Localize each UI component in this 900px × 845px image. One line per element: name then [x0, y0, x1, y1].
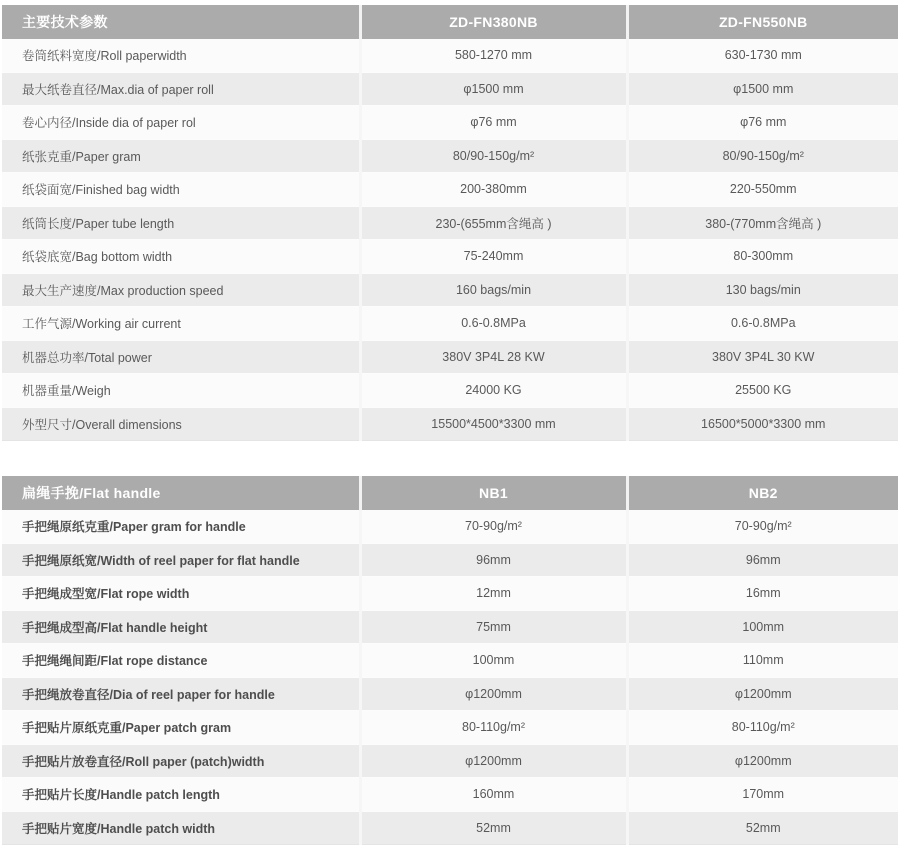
spec-value-1: 80/90-150g/m²	[360, 139, 627, 173]
spec-label: 手把绳放卷直径/Dia of reel paper for handle	[2, 677, 360, 711]
table-row	[2, 744, 898, 778]
spec-value-1: 80-110g/m²	[360, 711, 627, 745]
spec-value-2: 52mm	[627, 811, 898, 845]
spec-value-1: 580-1270 mm	[360, 39, 627, 72]
spec-label: 手把绳成型高/Flat handle height	[2, 610, 360, 644]
table-row	[2, 811, 898, 845]
spec-label: 最大纸卷直径/Max.dia of paper roll	[2, 72, 360, 106]
main-specs-table	[2, 5, 898, 441]
spec-value-2: 80-300mm	[627, 240, 898, 274]
table-row	[2, 72, 898, 106]
table-row	[2, 407, 898, 441]
spec-value-2: 170mm	[627, 778, 898, 812]
spec-value-1: 15500*4500*3300 mm	[360, 407, 627, 441]
spec-label: 纸筒长度/Paper tube length	[2, 206, 360, 240]
spec-value-2: 630-1730 mm	[627, 39, 898, 72]
spec-value-2: 110mm	[627, 644, 898, 678]
table-row	[2, 173, 898, 207]
spec-value-1: 380V 3P4L 28 KW	[360, 340, 627, 374]
spec-label: 纸张克重/Paper gram	[2, 139, 360, 173]
table-row	[2, 39, 898, 72]
spec-value-2: 80/90-150g/m²	[627, 139, 898, 173]
spec-value-1: 52mm	[360, 811, 627, 845]
table-row	[2, 610, 898, 644]
table-row	[2, 240, 898, 274]
spec-value-1: 160mm	[360, 778, 627, 812]
spec-label: 卷心内径/Inside dia of paper rol	[2, 106, 360, 140]
spec-value-1: 70-90g/m²	[360, 510, 627, 543]
spec-label: 手把绳原纸克重/Paper gram for handle	[2, 510, 360, 543]
spec-label: 纸袋面宽/Finished bag width	[2, 173, 360, 207]
spec-value-1: 160 bags/min	[360, 273, 627, 307]
table-header-row	[2, 476, 898, 510]
spec-label: 手把贴片放卷直径/Roll paper (patch)width	[2, 744, 360, 778]
table-header-row	[2, 5, 898, 39]
spec-value-1: 12mm	[360, 577, 627, 611]
column-header-model-2: NB2	[627, 476, 898, 510]
table-row	[2, 106, 898, 140]
spec-label: 手把贴片宽度/Handle patch width	[2, 811, 360, 845]
table-row	[2, 273, 898, 307]
spec-label: 手把贴片原纸克重/Paper patch gram	[2, 711, 360, 745]
column-header-model-1: NB1	[360, 476, 627, 510]
spec-value-1: 75-240mm	[360, 240, 627, 274]
spec-value-1: φ1500 mm	[360, 72, 627, 106]
spec-value-1: 200-380mm	[360, 173, 627, 207]
spec-value-2: 25500 KG	[627, 374, 898, 408]
spec-value-2: 96mm	[627, 543, 898, 577]
spec-value-1: φ76 mm	[360, 106, 627, 140]
spec-label: 卷筒纸料宽度/Roll paperwidth	[2, 39, 360, 72]
spec-label: 手把绳绳间距/Flat rope distance	[2, 644, 360, 678]
spec-label: 最大生产速度/Max production speed	[2, 273, 360, 307]
flat-handle-table	[2, 476, 898, 845]
table-row	[2, 374, 898, 408]
table-row	[2, 778, 898, 812]
spec-label: 手把绳成型宽/Flat rope width	[2, 577, 360, 611]
spec-value-2: φ1500 mm	[627, 72, 898, 106]
spec-value-2: φ1200mm	[627, 744, 898, 778]
table-row	[2, 577, 898, 611]
table-title: 扁绳手挽/Flat handle	[2, 476, 360, 510]
spec-value-2: φ76 mm	[627, 106, 898, 140]
spec-value-2: 16500*5000*3300 mm	[627, 407, 898, 441]
spec-value-2: 70-90g/m²	[627, 510, 898, 543]
table-row	[2, 510, 898, 543]
spec-value-1: 0.6-0.8MPa	[360, 307, 627, 341]
spec-value-2: 380V 3P4L 30 KW	[627, 340, 898, 374]
spec-value-2: 380-(770mm含绳高 )	[627, 206, 898, 240]
spec-value-2: 100mm	[627, 610, 898, 644]
spec-label: 手把贴片长度/Handle patch length	[2, 778, 360, 812]
table-row	[2, 711, 898, 745]
spec-value-2: 80-110g/m²	[627, 711, 898, 745]
spec-value-1: φ1200mm	[360, 744, 627, 778]
column-header-model-1: ZD-FN380NB	[360, 5, 627, 39]
spec-label: 机器总功率/Total power	[2, 340, 360, 374]
table-row	[2, 139, 898, 173]
spec-value-1: 75mm	[360, 610, 627, 644]
table-row	[2, 543, 898, 577]
spec-value-2: 0.6-0.8MPa	[627, 307, 898, 341]
spec-label: 手把绳原纸宽/Width of reel paper for flat handle	[2, 543, 360, 577]
table-title: 主要技术参数	[2, 5, 360, 39]
spec-label: 机器重量/Weigh	[2, 374, 360, 408]
spec-value-1: φ1200mm	[360, 677, 627, 711]
spec-label: 工作气源/Working air current	[2, 307, 360, 341]
spec-value-1: 100mm	[360, 644, 627, 678]
spec-value-2: φ1200mm	[627, 677, 898, 711]
spec-value-1: 24000 KG	[360, 374, 627, 408]
spec-value-1: 230-(655mm含绳高 )	[360, 206, 627, 240]
spec-value-2: 130 bags/min	[627, 273, 898, 307]
spec-value-2: 220-550mm	[627, 173, 898, 207]
table-row	[2, 644, 898, 678]
column-header-model-2: ZD-FN550NB	[627, 5, 898, 39]
table-row	[2, 340, 898, 374]
table-row	[2, 206, 898, 240]
table-row	[2, 307, 898, 341]
spec-value-1: 96mm	[360, 543, 627, 577]
table-row	[2, 677, 898, 711]
spec-value-2: 16mm	[627, 577, 898, 611]
spec-label: 纸袋底宽/Bag bottom width	[2, 240, 360, 274]
spec-label: 外型尺寸/Overall dimensions	[2, 407, 360, 441]
